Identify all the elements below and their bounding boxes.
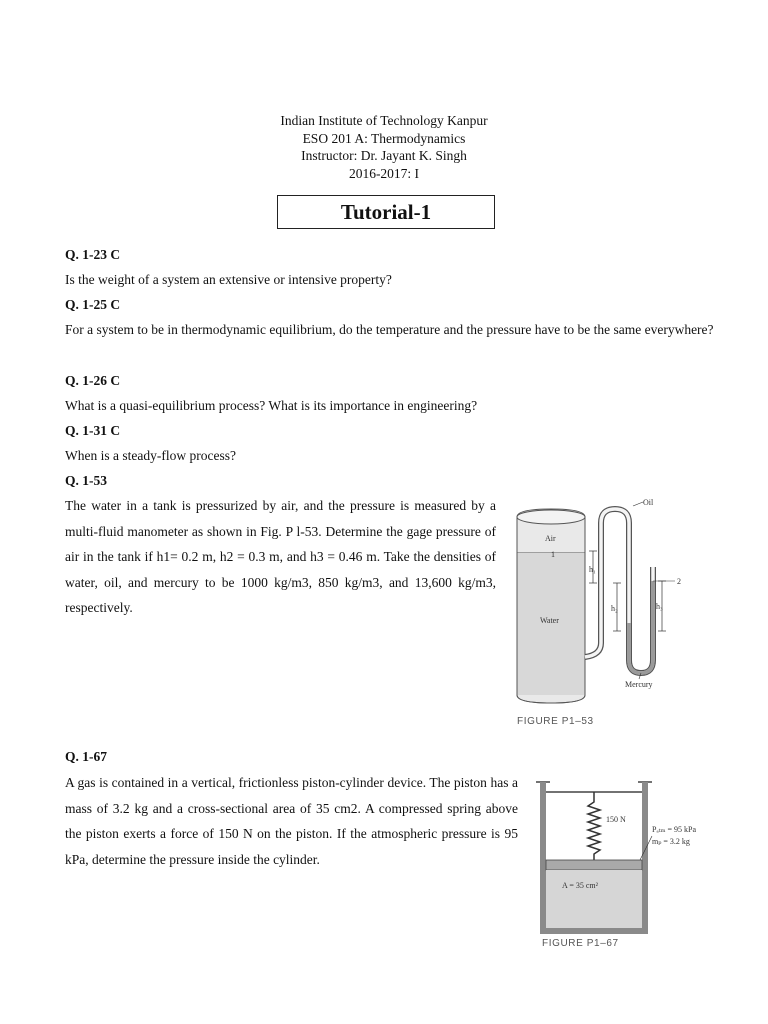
figure-caption: FIGURE P1–53 bbox=[517, 716, 594, 727]
figure-p1-67 bbox=[528, 780, 708, 950]
label-mercury: Mercury bbox=[625, 680, 653, 689]
question-number: Q. 1-31 C bbox=[65, 423, 121, 438]
question-text: For a system to be in thermodynamic equilibrium, do the temperature and the pressure have to be the same everywhere? bbox=[65, 322, 714, 337]
session-label: 2016-2017: I bbox=[348, 165, 420, 181]
course-name: ESO 201 A: Thermodynamics bbox=[302, 130, 466, 146]
question-number: Q. 1-67 bbox=[65, 749, 107, 764]
label-mp: mₚ = 3.2 kg bbox=[652, 837, 690, 846]
label-point-2: 2 bbox=[677, 577, 681, 586]
label-water: Water bbox=[540, 616, 559, 625]
label-air: Air bbox=[545, 534, 556, 543]
question-text: Is the weight of a system an extensive or intensive property? bbox=[65, 272, 392, 287]
label-force: 150 N bbox=[606, 815, 626, 824]
label-area: A = 35 cm² bbox=[562, 881, 599, 890]
label-h2: h₂ bbox=[611, 604, 618, 613]
question-text: When is a steady-flow process? bbox=[65, 448, 236, 463]
question-number: Q. 1-26 C bbox=[65, 373, 121, 388]
label-oil: Oil bbox=[643, 498, 654, 507]
document-header bbox=[0, 112, 768, 182]
instructor-name: Instructor: Dr. Jayant K. Singh bbox=[301, 148, 467, 163]
question-text: The water in a tank is pressurized by air, and the pressure is measured by a multi-fluid manometer as shown in Fig. P l-53. Determine the gage pressure of air in the tank if h1= 0.2 m, h2 = 0.3 m, and h3 = 0.46 m. Take the densities of water, oil, and mercury to be 1000 kg/m3, 850 kg/m3, and 13,600 kg/m3, respectively. bbox=[65, 498, 496, 615]
question-text: A gas is contained in a vertical, frictionless piston-cylinder device. The piston has a mass of 3.2 kg and a cross-sectional area of 35 cm2. A compressed spring above the piston exerts a force of 150 N on the piston. If the atmospheric pressure is 95 kPa, determine the pressure inside the cylinder. bbox=[65, 775, 518, 867]
label-patm: Pₐₜₘ = 95 kPa bbox=[652, 825, 697, 834]
question-number: Q. 1-25 C bbox=[65, 297, 121, 312]
label-h3: h₃ bbox=[656, 602, 663, 611]
tutorial-title: Tutorial-1 bbox=[277, 195, 495, 229]
figure-p1-53 bbox=[505, 495, 705, 730]
institute-name: Indian Institute of Technology Kanpur bbox=[280, 113, 488, 128]
question-number: Q. 1-23 C bbox=[65, 247, 121, 262]
figure-caption: FIGURE P1–67 bbox=[542, 938, 619, 949]
label-h1: h₁ bbox=[589, 565, 596, 574]
question-text: What is a quasi-equilibrium process? What is its importance in engineering? bbox=[65, 398, 478, 413]
label-point-1: 1 bbox=[551, 550, 555, 559]
question-number: Q. 1-53 bbox=[65, 473, 107, 488]
